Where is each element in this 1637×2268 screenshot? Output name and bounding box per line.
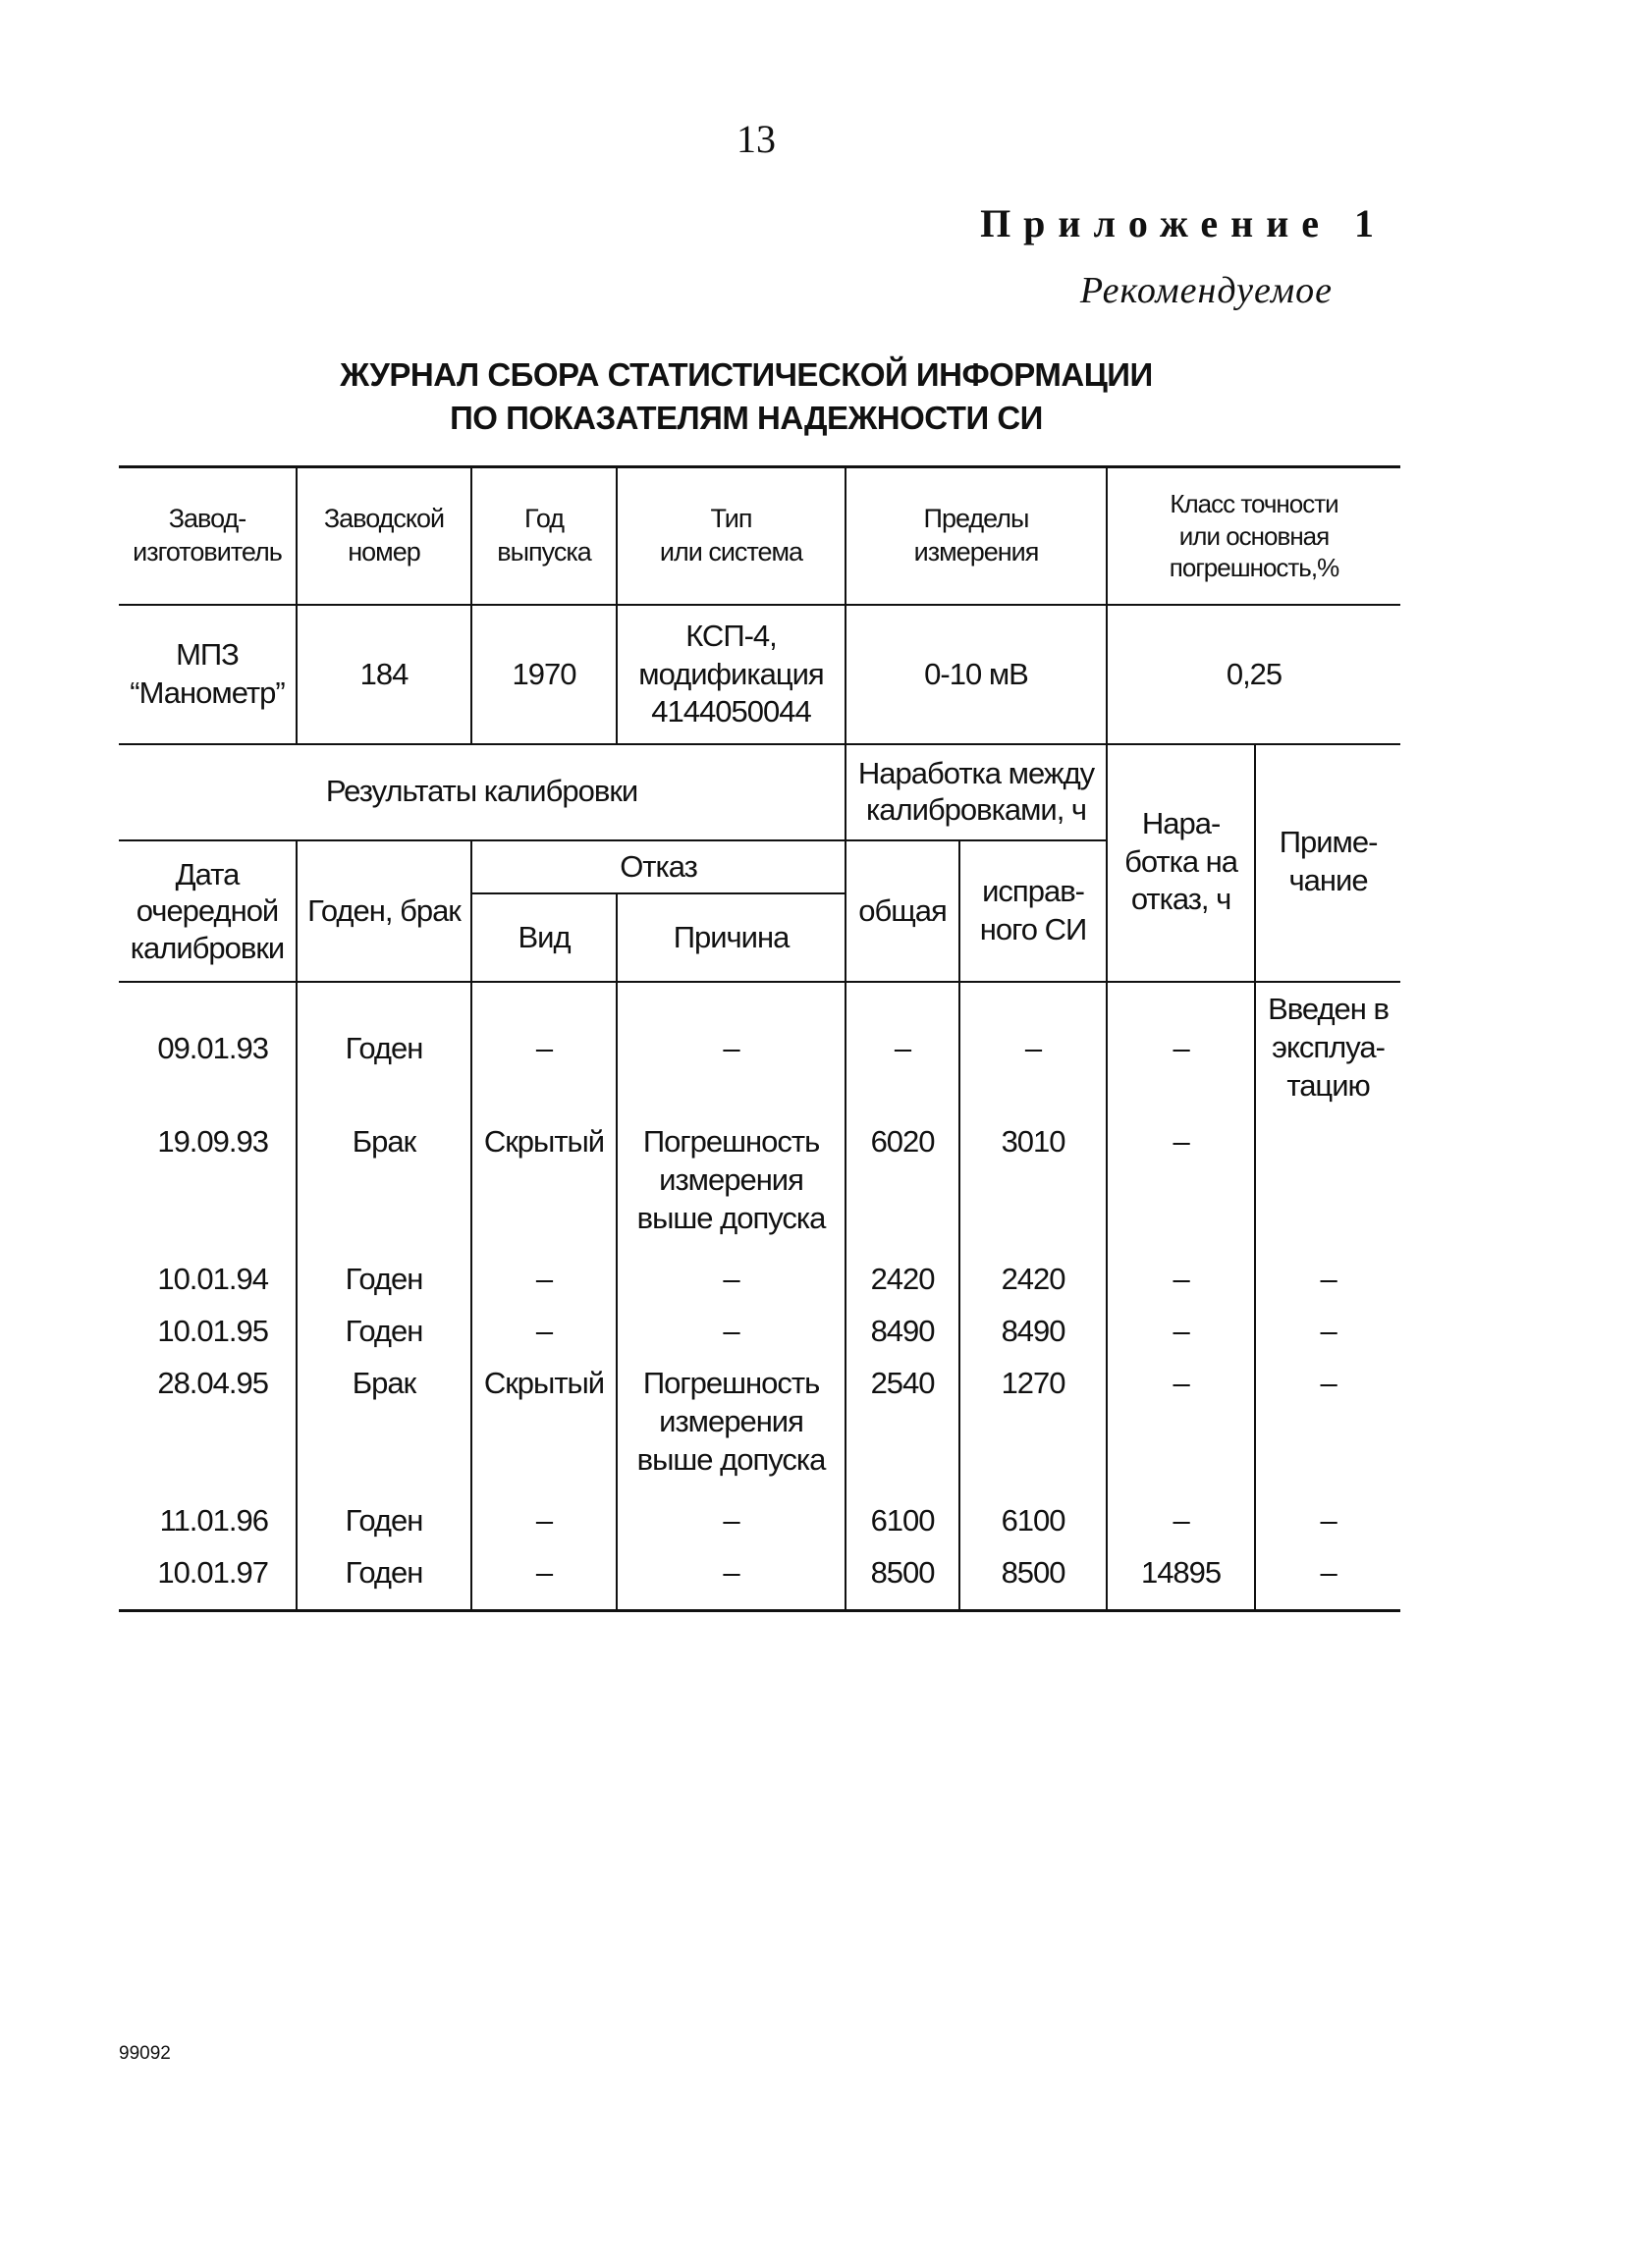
cell-line: – xyxy=(1320,1262,1337,1296)
cell-line: КСП-4, xyxy=(685,618,777,653)
date-cell: 19.09.93 xyxy=(157,1124,268,1159)
working-runtime-cell: 6100 xyxy=(959,1502,1107,1554)
cell-line: Пределы xyxy=(923,504,1029,534)
working-runtime-cell: 8490 xyxy=(959,1313,1107,1365)
header-calibration-results: Результаты калибровки xyxy=(119,743,846,840)
failure-cause-cell xyxy=(617,1123,846,1261)
cell-line: МПЗ xyxy=(176,637,239,673)
cell-line: Класс точности xyxy=(1170,489,1338,519)
cell-line: номер xyxy=(348,537,420,567)
working-runtime-cell: – xyxy=(959,982,1107,1123)
time-to-failure-cell: – xyxy=(1107,1365,1255,1502)
table-row xyxy=(119,1365,1400,1502)
cell-line: Годен, брак xyxy=(307,892,461,928)
time-to-failure-cell: – xyxy=(1107,1261,1255,1313)
cell-line: чание xyxy=(1288,863,1368,897)
page-number: 13 xyxy=(737,117,776,161)
cell-line: общая xyxy=(858,892,947,928)
cell-line: Нара- xyxy=(1141,805,1221,840)
date-cell: 09.01.93 xyxy=(157,1031,268,1065)
failure-kind-cell: – xyxy=(471,1313,617,1365)
failure-kind-cell: Скрытый xyxy=(471,1365,617,1502)
time-to-failure-cell: – xyxy=(1107,1313,1255,1365)
date-cell: 11.01.96 xyxy=(159,1503,268,1538)
cell-line: модификация xyxy=(638,656,824,691)
note-cell xyxy=(1255,1313,1400,1365)
cell-line: Погрешность xyxy=(642,1124,820,1159)
appendix-status: Рекомендуемое xyxy=(1079,270,1333,311)
value-range xyxy=(846,605,1107,744)
header-range xyxy=(846,467,1107,606)
total-runtime-cell: – xyxy=(846,982,959,1123)
instrument-info-table xyxy=(119,465,1400,745)
total-runtime-cell: 2420 xyxy=(846,1261,959,1313)
cell-line: калибровками, ч xyxy=(866,792,1087,827)
date-cell: 10.01.94 xyxy=(157,1262,268,1296)
failure-cause-cell xyxy=(617,1502,846,1554)
cell-line: – xyxy=(723,1031,739,1065)
cell-line: изготовитель xyxy=(133,537,282,567)
header-time-to-failure xyxy=(1107,743,1255,982)
cell-line: или основная xyxy=(1178,520,1330,551)
cell-line: ного СИ xyxy=(979,912,1087,946)
failure-kind-cell: – xyxy=(471,1554,617,1611)
date-cell: 28.04.95 xyxy=(157,1366,268,1400)
header-type xyxy=(617,467,846,606)
cell-line: ботка на xyxy=(1124,843,1238,879)
note-cell xyxy=(1255,1554,1400,1611)
cell-line: эксплуа- xyxy=(1272,1029,1385,1064)
cell-line: 1970 xyxy=(512,656,576,691)
cell-line: – xyxy=(1320,1555,1337,1590)
table-row xyxy=(119,982,1400,1123)
cell-line: отказ, ч xyxy=(1130,882,1231,917)
cell-line: 0,25 xyxy=(1226,656,1282,691)
time-to-failure-cell: – xyxy=(1107,1123,1255,1261)
header-total-runtime xyxy=(846,840,959,982)
value-type xyxy=(617,605,846,744)
date-cell: 10.01.97 xyxy=(119,1554,297,1611)
cell-line: – xyxy=(723,1262,739,1296)
header-failure: Отказ xyxy=(471,840,846,893)
appendix-title: Приложение 1 xyxy=(980,201,1387,245)
table-row xyxy=(119,1554,1400,1611)
fit-status-cell: Годен xyxy=(297,1313,471,1365)
header-note xyxy=(1255,743,1400,982)
cell-line: 0-10 мВ xyxy=(924,656,1028,691)
date-cell: 10.01.95 xyxy=(157,1314,268,1348)
value-serial-number xyxy=(297,605,471,744)
note-cell xyxy=(1255,1502,1400,1554)
time-to-failure-cell: – xyxy=(1107,982,1255,1123)
total-runtime-cell: 6100 xyxy=(846,1502,959,1554)
cell-line: измерения xyxy=(659,1403,803,1438)
cell-line: выше допуска xyxy=(636,1441,826,1477)
note-cell xyxy=(1255,1365,1400,1502)
table-row xyxy=(119,1502,1400,1554)
journal-title-line-1: ЖУРНАЛ СБОРА СТАТИСТИЧЕСКОЙ ИНФОРМАЦИИ xyxy=(340,356,1153,393)
fit-status-cell: Годен xyxy=(297,1261,471,1313)
journal-title-line-2: ПО ПОКАЗАТЕЛЯМ НАДЕЖНОСТИ СИ xyxy=(450,400,1043,436)
note-cell xyxy=(1255,1261,1400,1313)
failure-cause-cell xyxy=(617,1365,846,1502)
header-year xyxy=(471,467,617,606)
failure-kind-cell: – xyxy=(471,1261,617,1313)
note-cell xyxy=(1255,1123,1400,1261)
table-row xyxy=(119,1123,1400,1261)
header-runtime-between-calibrations xyxy=(846,743,1107,840)
cell-line: 184 xyxy=(359,656,409,691)
cell-line: выпуска xyxy=(497,537,591,567)
calibration-results-table xyxy=(119,743,1400,1612)
working-runtime-cell: 1270 xyxy=(959,1365,1107,1502)
cell-line: Завод- xyxy=(168,504,246,534)
cell-line: 4144050044 xyxy=(651,694,811,729)
time-to-failure-cell: – xyxy=(1107,1502,1255,1554)
table-row xyxy=(119,1313,1400,1365)
cell-line: Погрешность xyxy=(642,1366,820,1400)
failure-cause-cell xyxy=(617,1554,846,1611)
fit-status-cell: Брак xyxy=(297,1123,471,1261)
total-runtime-cell: 8500 xyxy=(846,1554,959,1611)
results-body xyxy=(119,982,1400,1611)
total-runtime-cell: 6020 xyxy=(846,1123,959,1261)
cell-line: выше допуска xyxy=(636,1200,826,1235)
header-working-runtime xyxy=(959,840,1107,982)
cell-line: очередной xyxy=(136,893,279,929)
failure-cause-cell xyxy=(617,1313,846,1365)
cell-line: “Манометр” xyxy=(130,675,285,710)
cell-line: погрешность,% xyxy=(1169,553,1339,583)
fit-status-cell: Брак xyxy=(297,1365,471,1502)
header-fit-reject xyxy=(297,840,471,982)
cell-line: Тип xyxy=(710,504,752,534)
fit-status-cell: Годен xyxy=(297,982,471,1123)
cell-line: – xyxy=(1320,1366,1337,1400)
document-code: 99092 xyxy=(119,2043,171,2064)
cell-line: или система xyxy=(659,537,803,567)
cell-line: Год xyxy=(524,504,564,534)
cell-line: калибровки xyxy=(130,930,285,965)
value-accuracy-class xyxy=(1107,605,1400,744)
time-to-failure-cell: 14895 xyxy=(1107,1554,1255,1611)
failure-cause-cell xyxy=(617,1261,846,1313)
failure-kind-cell: – xyxy=(471,982,617,1123)
fit-status-cell: Годен xyxy=(297,1502,471,1554)
header-manufacturer xyxy=(119,467,297,606)
cell-line: Наработка между xyxy=(857,755,1095,790)
working-runtime-cell: 3010 xyxy=(959,1123,1107,1261)
cell-line: Заводской xyxy=(323,504,445,534)
cell-line: Дата xyxy=(175,857,240,892)
cell-line: Приме- xyxy=(1279,825,1378,860)
cell-line: Введен в xyxy=(1268,992,1389,1026)
cell-line: измерения xyxy=(913,537,1039,567)
total-runtime-cell: 2540 xyxy=(846,1365,959,1502)
cell-line: – xyxy=(723,1314,739,1348)
value-year xyxy=(471,605,617,744)
failure-kind-cell: Скрытый xyxy=(471,1123,617,1261)
value-manufacturer xyxy=(119,605,297,744)
journal-title xyxy=(0,353,1493,440)
cell-line: – xyxy=(723,1555,739,1590)
fit-status-cell: Годен xyxy=(297,1554,471,1611)
table-row xyxy=(119,1261,1400,1313)
working-runtime-cell: 2420 xyxy=(959,1261,1107,1313)
header-failure-cause: Причина xyxy=(617,893,846,982)
header-serial-number xyxy=(297,467,471,606)
failure-cause-cell xyxy=(617,982,846,1123)
cell-line: – xyxy=(1320,1503,1337,1538)
header-calibration-date xyxy=(119,840,297,982)
cell-line: тацию xyxy=(1286,1067,1370,1103)
failure-kind-cell: – xyxy=(471,1502,617,1554)
header-failure-kind: Вид xyxy=(471,893,617,982)
cell-line: – xyxy=(723,1503,739,1538)
cell-line: измерения xyxy=(659,1161,803,1197)
working-runtime-cell: 8500 xyxy=(959,1554,1107,1611)
total-runtime-cell: 8490 xyxy=(846,1313,959,1365)
note-cell xyxy=(1255,982,1400,1123)
cell-line: – xyxy=(1320,1314,1337,1348)
header-accuracy-class xyxy=(1107,467,1400,606)
cell-line: исправ- xyxy=(982,874,1084,909)
